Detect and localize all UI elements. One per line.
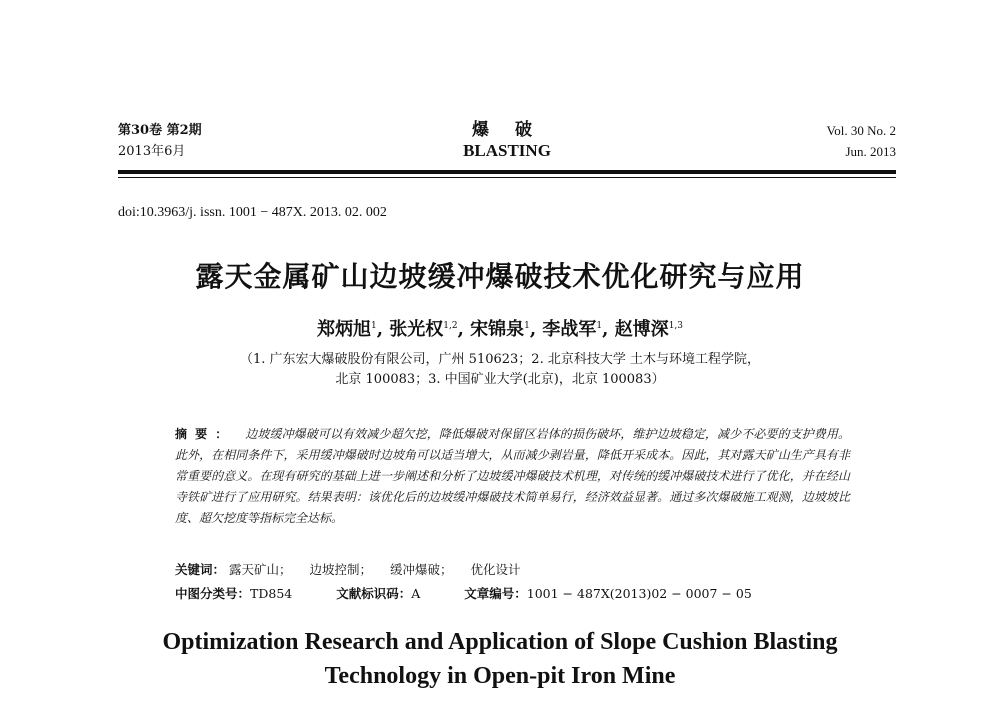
author-list: 郑炳旭$^1$, 张光权$^{1,2}$, 宋锦泉$^1$, 李战军$^1$, 赵博深$^{1,3}$ bbox=[316, 319, 684, 340]
journal-header bbox=[118, 120, 896, 164]
affiliation-line: （1. 广东宏大爆破股份有限公司，广州 510623；2. 北京科技大学 土木与环境工程学院， bbox=[240, 352, 760, 367]
author-name: 郑炳旭 bbox=[316, 319, 371, 340]
title-en-line: Technology in Open-pit Iron Mine bbox=[324, 663, 676, 689]
header-rule-thick bbox=[118, 170, 896, 174]
keywords-label: 关键词： bbox=[175, 562, 226, 577]
abstract-label: 摘要： bbox=[175, 427, 236, 441]
author-affil-mark: 1 bbox=[370, 321, 377, 331]
volume-cn: 第30卷 第2期 bbox=[118, 123, 202, 138]
article-no-value: 1001 − 487X(2013)02 − 0007 − 05 bbox=[526, 586, 752, 601]
header-center bbox=[118, 120, 896, 162]
journal-name-cn: 爆 破 bbox=[472, 120, 542, 140]
classification-line bbox=[175, 584, 850, 604]
author-affil-mark: 1,2 bbox=[443, 321, 458, 331]
doc-code-value: A bbox=[411, 586, 421, 601]
affiliations bbox=[0, 350, 1000, 390]
author-name: 宋锦泉 bbox=[470, 319, 525, 340]
keyword: 优化设计 bbox=[470, 562, 521, 577]
author-name: 赵博深 bbox=[614, 319, 669, 340]
doc-code-label: 文献标识码： bbox=[336, 586, 412, 601]
doc-code-group bbox=[336, 584, 420, 604]
date-en: Jun. 2013 bbox=[845, 144, 896, 159]
affiliation-line: 北京 100083；3. 中国矿业大学(北京)，北京 100083） bbox=[335, 372, 665, 387]
keyword: 露天矿山； bbox=[229, 562, 292, 577]
clc-group bbox=[175, 584, 292, 604]
article-no-group bbox=[464, 584, 752, 604]
doi: doi:10.3963/j. issn. 1001 − 487X. 2013. 02. 002 bbox=[118, 205, 387, 220]
keyword: 缓冲爆破； bbox=[390, 562, 453, 577]
keyword: 边坡控制； bbox=[309, 562, 373, 577]
journal-name-en: BLASTING bbox=[463, 141, 551, 160]
paper-title-cn: 露天金属矿山边坡缓冲爆破技术优化研究与应用 bbox=[195, 260, 805, 293]
abstract-text: 边坡缓冲爆破可以有效减少超欠挖，降低爆破对保留区岩体的损伤破坏，维护边坡稳定，减少不必要的支护费用。此外，在相同条件下，采用缓冲爆破时边坡角可以适当增大，从而减少剥岩量，降低开采成本。因此，其对露天矿山生产具有非常重要的意义。在现有研究的基础上进一步阐述和分析了边坡缓冲爆破技术机理，对传统的缓冲爆破技术进行了优化，并在经山寺铁矿进行了应用研究。结果表明：该优化后的边坡缓冲爆破技术简单易行，经济效益显著。通过多次爆破施工观测，边坡坡比度、超欠挖度等指标完全达标。 bbox=[175, 427, 850, 525]
author-affil-mark: 1 bbox=[596, 321, 603, 331]
clc-value: TD854 bbox=[250, 586, 293, 601]
author-name: 张光权 bbox=[389, 319, 444, 340]
abstract bbox=[175, 424, 850, 529]
title-en-line: Optimization Research and Application of Slope Cushion Blasting bbox=[162, 629, 838, 655]
paper-title-en bbox=[0, 625, 1000, 693]
author-affil-mark: 1 bbox=[524, 321, 530, 331]
author-name: 李战军 bbox=[542, 319, 597, 340]
keywords bbox=[175, 560, 850, 580]
volume-en: Vol. 30 No. 2 bbox=[826, 123, 896, 138]
header-right bbox=[827, 120, 896, 162]
date-cn: 2013年6月 bbox=[118, 144, 186, 159]
clc-label: 中图分类号： bbox=[175, 586, 251, 601]
author-affil-mark: 1,3 bbox=[668, 321, 684, 331]
article-no-label: 文章编号： bbox=[464, 586, 527, 601]
header-rule-thin bbox=[118, 177, 896, 178]
